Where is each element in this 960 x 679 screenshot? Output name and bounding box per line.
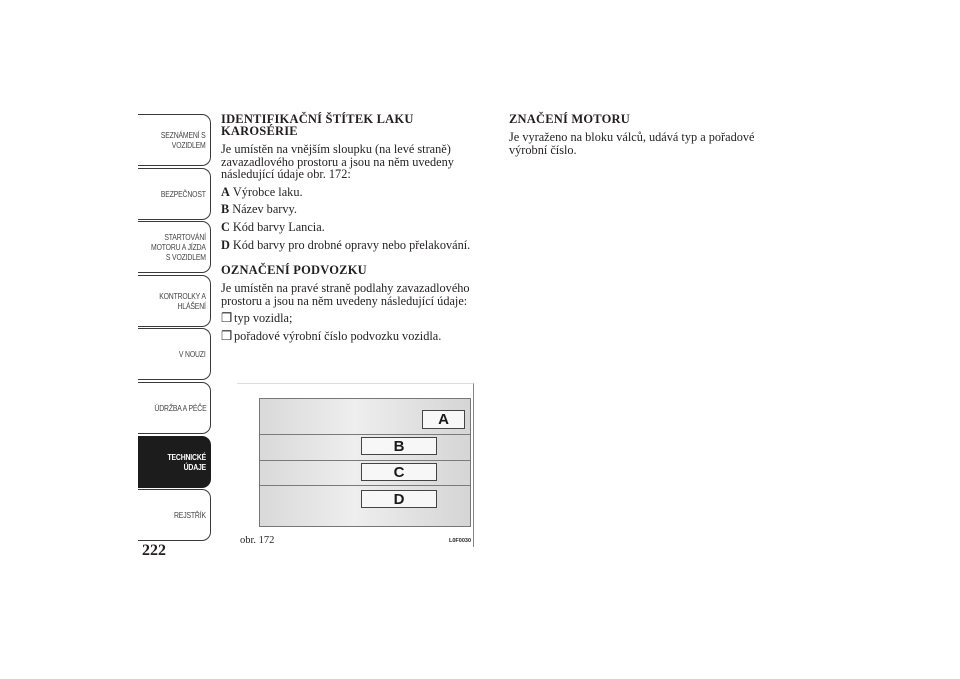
- paint-plate-figure: [237, 383, 474, 547]
- section-heading-engine: ZNAČENÍ MOTORU: [509, 112, 630, 126]
- paint-plate-intro: Je umístěn na vnějším sloupku (na levé straně) zavazadlového prostoru a jsou na něm uvedeny následující údaje obr. 172:: [221, 142, 454, 182]
- tab-rejstrik[interactable]: [138, 489, 211, 541]
- right-column: [509, 113, 779, 161]
- item-letter: D: [221, 237, 230, 252]
- item-letter: A: [221, 184, 230, 199]
- plate-divider: [260, 434, 470, 435]
- tab-v-nouzi[interactable]: [138, 328, 211, 380]
- figure-caption: obr. 172: [240, 535, 275, 546]
- list-item: [221, 221, 483, 234]
- tab-label: BEZPEČNOST: [161, 188, 206, 199]
- list-item: [221, 312, 483, 325]
- item-text: Kód barvy Lancia.: [232, 219, 325, 234]
- chapter-sidebar: [138, 114, 211, 543]
- item-text: Výrobce laku.: [232, 184, 303, 199]
- item-text: Kód barvy pro drobné opravy nebo přelakování.: [232, 237, 471, 252]
- plate-label-b: B: [361, 437, 437, 455]
- checkbox-bullet-icon: ❒: [221, 311, 233, 326]
- figure-code: L0F0030: [449, 538, 472, 544]
- plate-label-a: A: [422, 410, 465, 429]
- tab-label: STARTOVÁNÍ MOTORU A JÍZDA S VOZIDLEM: [151, 232, 206, 263]
- list-item: [221, 330, 483, 343]
- chassis-intro: Je umístěn na pravé straně podlahy zavazadlového prostoru a jsou na něm uvedeny následující údaje:: [221, 281, 470, 308]
- section-heading-paint-plate: IDENTIFIKAČNÍ ŠTÍTEK LAKU KAROSÉRIE: [221, 112, 414, 138]
- tab-udrzba-a-pece[interactable]: [138, 382, 211, 434]
- plate-divider: [260, 460, 470, 461]
- list-item: [221, 203, 483, 216]
- tab-kontrolky-a-hlaseni[interactable]: [138, 275, 211, 327]
- tab-label: V NOUZI: [179, 349, 206, 360]
- tab-label: TECHNICKÉ ÚDAJE: [167, 451, 206, 472]
- engine-text: Je vyraženo na bloku válců, udává typ a pořadové výrobní číslo.: [509, 130, 755, 157]
- section-heading-chassis: OZNAČENÍ PODVOZKU: [221, 263, 367, 278]
- item-letter: B: [221, 202, 230, 217]
- checkbox-bullet-icon: ❒: [221, 328, 233, 343]
- tab-technicke-udaje[interactable]: [138, 436, 211, 488]
- tab-label: ÚDRŽBA A PÉČE: [153, 402, 206, 413]
- tab-label: KONTROLKY A HLÁŠENÍ: [159, 290, 206, 311]
- tab-label: SEZNÁMENÍ S VOZIDLEM: [161, 130, 206, 150]
- list-item: [221, 186, 483, 199]
- tab-startovani-motoru[interactable]: [138, 221, 211, 273]
- tab-seznameni-s-vozidlem[interactable]: [138, 114, 211, 166]
- tab-label: REJSTŘÍK: [174, 510, 206, 521]
- plate-label-d: D: [361, 490, 437, 508]
- tab-bezpecnost[interactable]: [138, 168, 211, 220]
- item-text: Název barvy.: [232, 202, 297, 217]
- bullet-text: pořadové výrobní číslo podvozku vozidla.: [234, 328, 442, 343]
- plate-divider: [260, 485, 470, 486]
- paint-plate-illustration: [259, 398, 471, 527]
- bullet-text: typ vozidla;: [234, 311, 293, 326]
- list-item: [221, 239, 483, 252]
- item-letter: C: [221, 219, 230, 234]
- plate-label-c: C: [361, 463, 437, 481]
- left-column: [221, 113, 483, 348]
- page-number: 222: [142, 542, 166, 559]
